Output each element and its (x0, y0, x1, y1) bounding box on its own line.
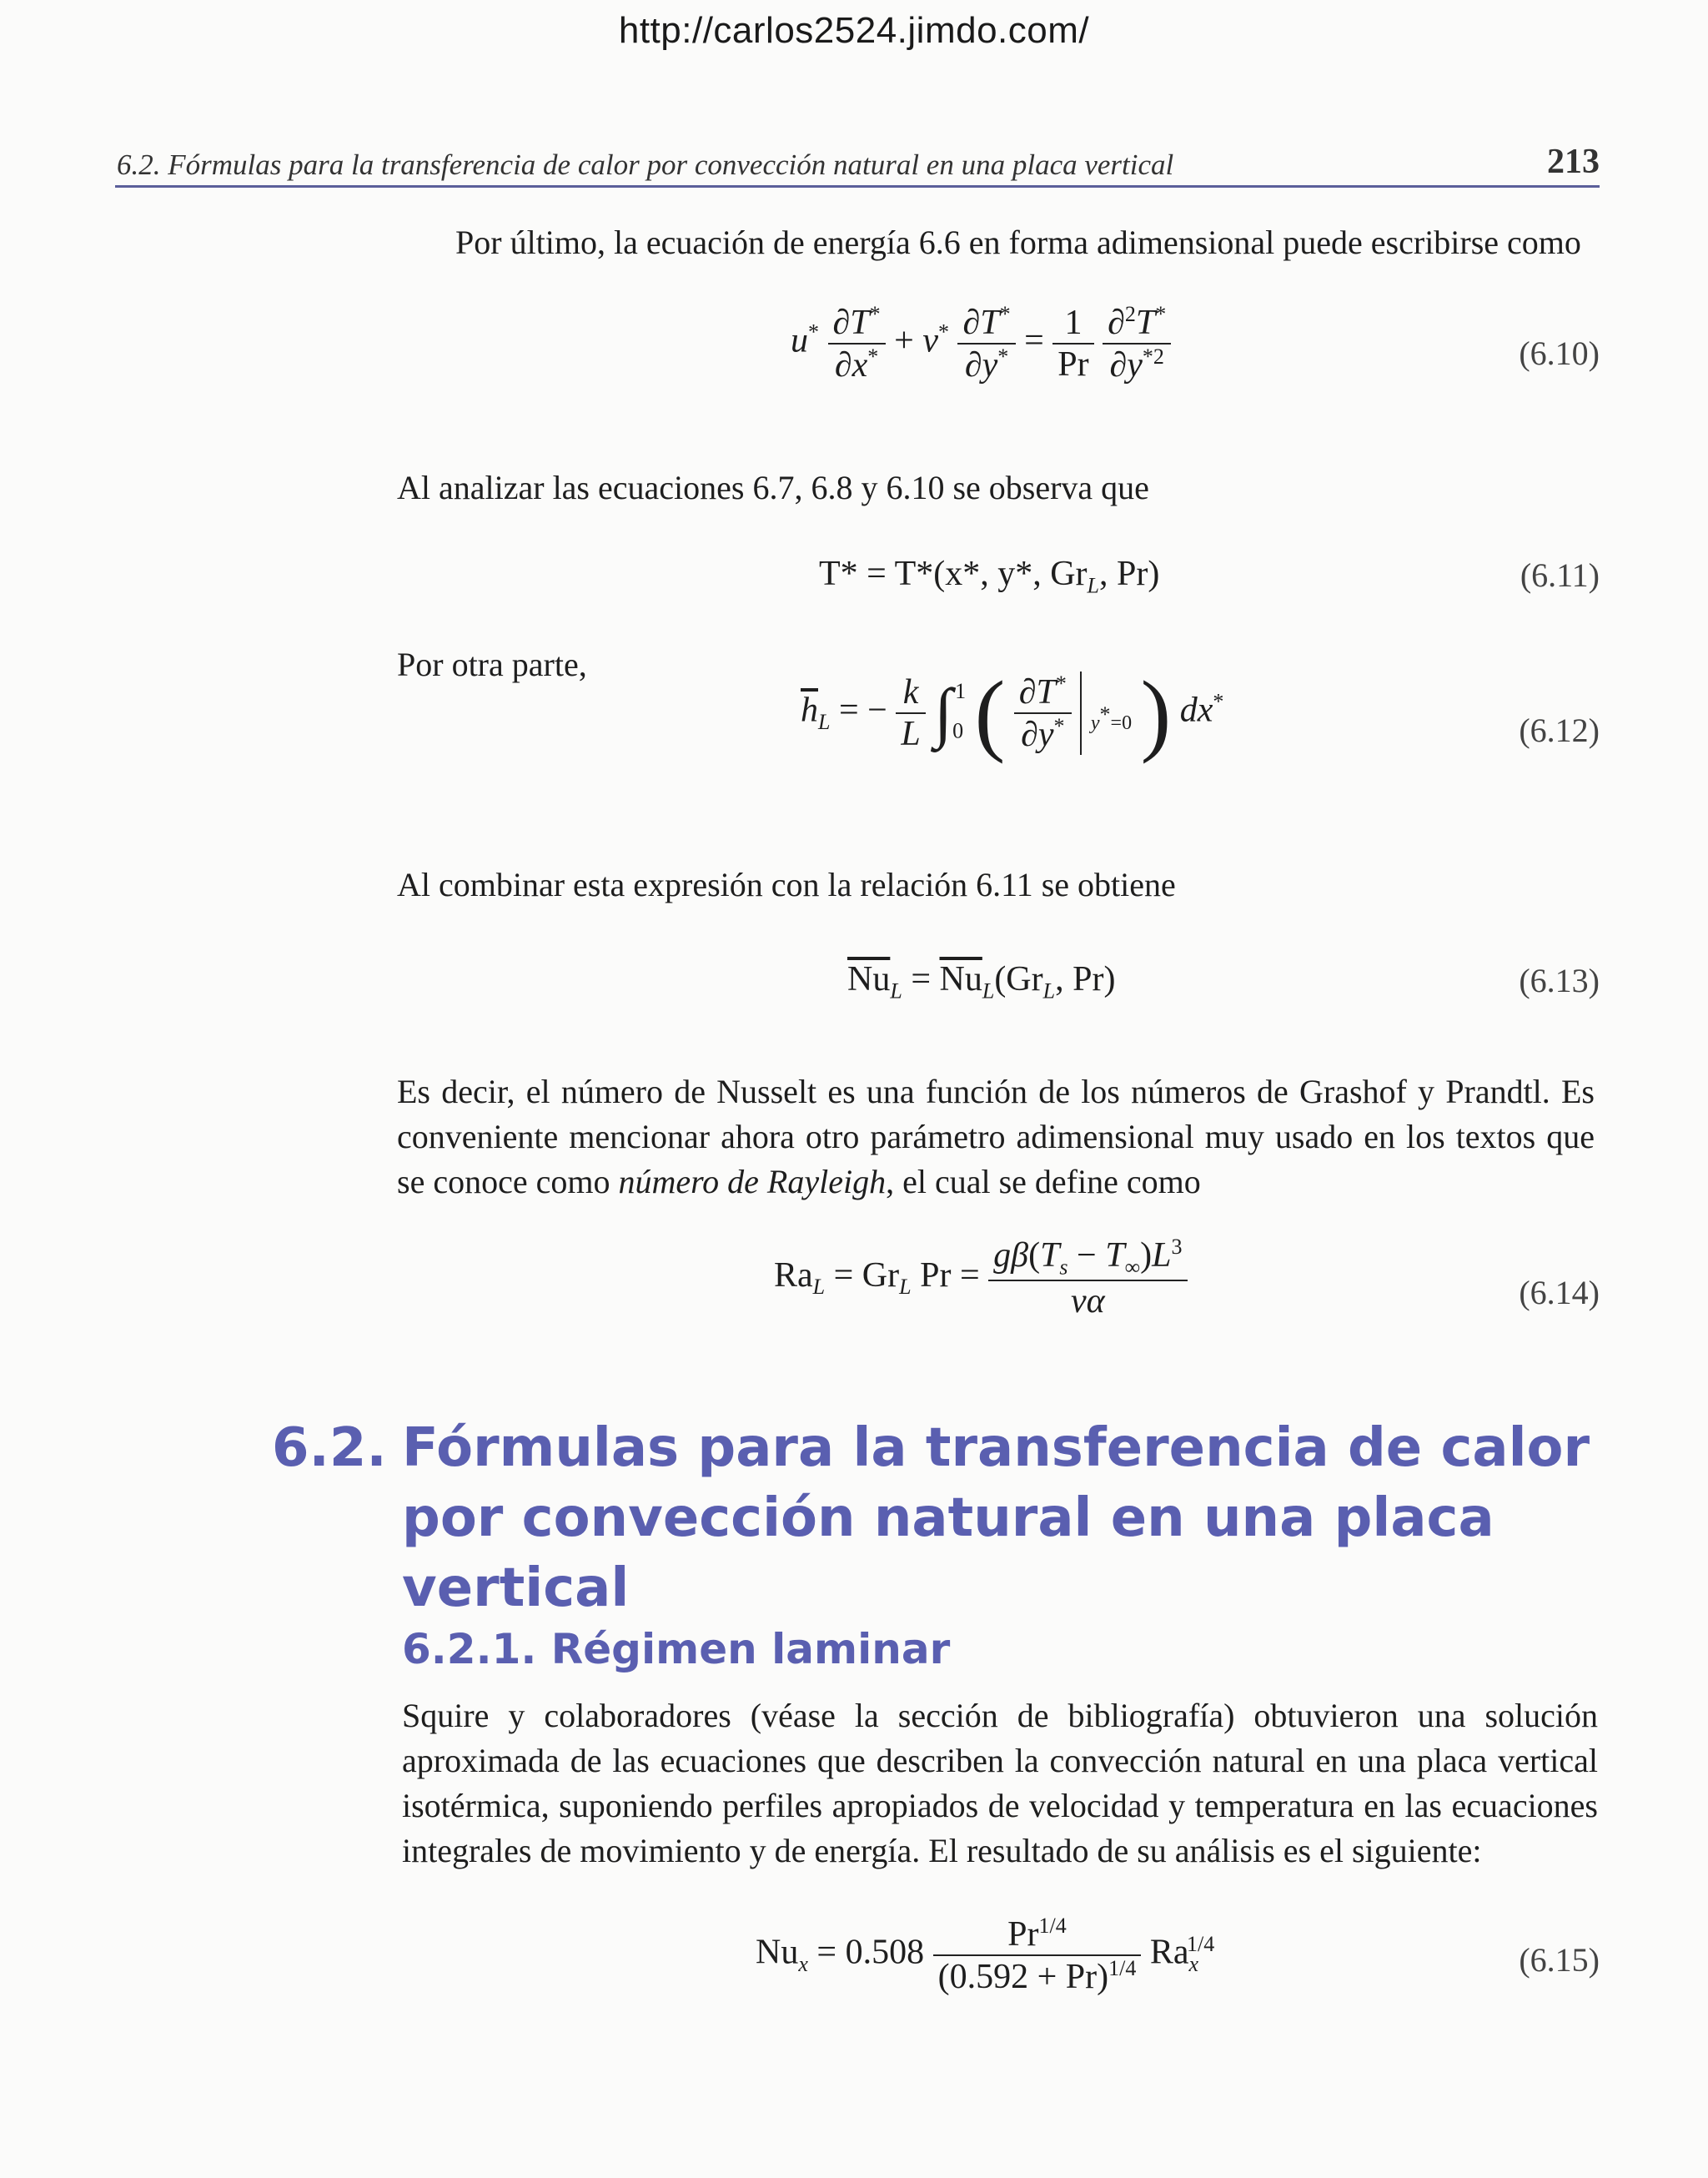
section-title-line1: Fórmulas para la transferencia de calor (402, 1417, 1590, 1479)
equation-6-15: $Nu_x = 0.508$ $\frac{Pr^{1/4}}{(0.592 + Pr)^{1/4}}$ $Ra_x^{1/4}$ (756, 1914, 1215, 1996)
header-rule (115, 185, 1600, 188)
section-title-line2: por convección natural en una placa vertical (402, 1487, 1494, 1619)
paragraph-nusselt (397, 1069, 1595, 1205)
equation-6-14: $Ra_L = Gr_L$ Pr = $\frac{g\beta(T_s - T_\infty)L^3}{\nu\alpha}$ (774, 1235, 1188, 1321)
paragraph-nusselt-b: , el cual se define como (886, 1163, 1201, 1200)
equation-6-12: $\overline{h}_L$ = − $\frac{k}{L}$ $\int_0^1$ ( $\frac{\partial T^*}{\partial y^*}$ $_{y^*=0}$ ) dx* (801, 662, 1224, 764)
equation-6-13: $\overline{Nu}_L = \overline{Nu}_L(Gr_L$, Pr) (847, 960, 1116, 1003)
running-header: 6.2. Fórmulas para la transferencia de calor por convección natural en una placa vertical (117, 148, 1174, 181)
equation-number-6-13: (6.13) (1519, 962, 1600, 999)
section-number: 6.2. (272, 1417, 387, 1479)
equation-6-10: u* $\frac{\partial T^*}{\partial x^*}$ + v* $\frac{\partial T^*}{\partial y^*}$ = $\frac{1}{Pr}$ $\frac{\partial^2T^*}{\partial y^{*2}}$ (791, 302, 1171, 385)
page-number: 213 (1547, 143, 1600, 181)
equation-number-6-10: (6.10) (1519, 334, 1600, 372)
paragraph-squire: Squire y colaboradores (véase la sección de bibliografía) obtuvieron una solución aproximada de las ecuaciones que describen la convección natural en una placa vertical isotérmica, suponiendo perfiles apropiados de velocidad y temperatura en las ecuaciones integrales de movimiento y de energía. El resultado de su análisis es el siguiente: (402, 1697, 1598, 1869)
equation-6-11-text: T* = T*(x*, y*, Gr (819, 555, 1088, 593)
equation-number-6-14: (6.14) (1519, 1274, 1600, 1311)
equation-6-11: T* = T*(x*, y*, $Gr_L$, Pr) (819, 555, 1160, 598)
equation-number-6-11: (6.11) (1520, 556, 1600, 594)
paragraph-nusselt-a: Es decir, el número de Nusselt es una función de los números de Grashof y Prandtl. Es conveniente mencionar ahora otro parámetro adimensional muy usado en los textos que se conoce como (397, 1073, 1595, 1200)
subsection-title: 6.2.1. Régimen laminar (402, 1625, 951, 1673)
paragraph-analysis: Al analizar las ecuaciones 6.7, 6.8 y 6.10 se observa que (397, 469, 1149, 506)
paragraph-otra-parte: Por otra parte, (397, 646, 587, 683)
rayleigh-term: número de Rayleigh (618, 1163, 887, 1200)
equation-6-15-const: = 0.508 (816, 1933, 925, 1972)
equation-number-6-15: (6.15) (1519, 1941, 1600, 1979)
paragraph-combinar: Al combinar esta expresión con la relación 6.11 se obtiene (397, 866, 1176, 903)
paragraph-energy-equation: Por último, la ecuación de energía 6.6 en forma adimensional puede escribirse como (455, 224, 1581, 261)
source-url[interactable]: http://carlos2524.jimdo.com/ (618, 10, 1090, 51)
equation-number-6-12: (6.12) (1519, 712, 1600, 749)
equation-6-11-tail: , Pr) (1099, 555, 1160, 593)
equation-6-15-den: (0.592 + Pr) (937, 1958, 1109, 1996)
